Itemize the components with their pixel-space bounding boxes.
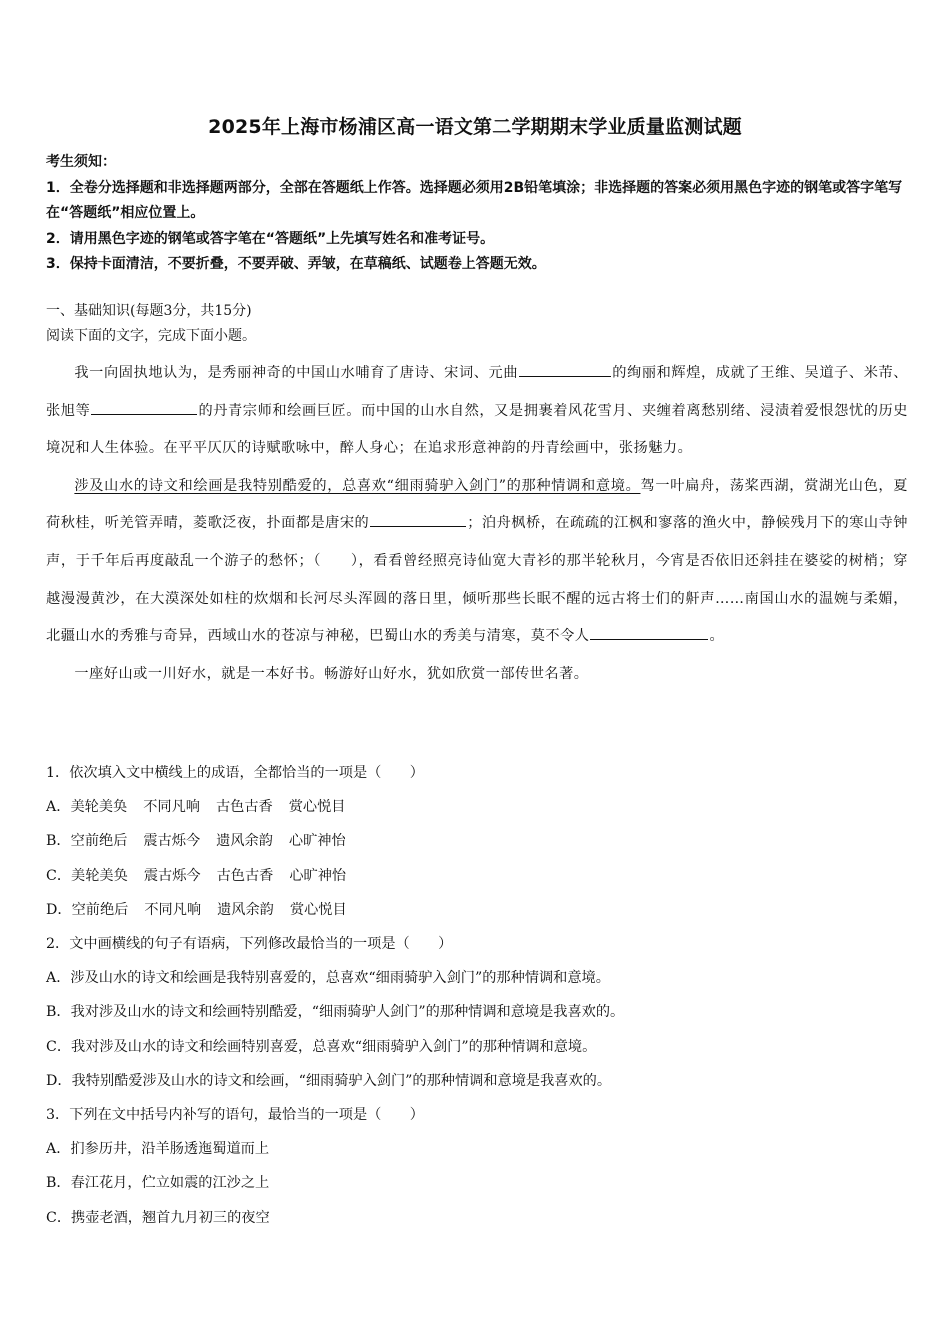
option-word: 美轮美奂 xyxy=(70,799,128,816)
option-word: 空前绝后 xyxy=(70,833,128,850)
section-basics xyxy=(46,299,908,349)
question-3-option-a: A．扪参历井，沿羊肠透迤蜀道而上 xyxy=(46,1141,270,1158)
option-word: 不同凡响 xyxy=(144,901,202,918)
question-1-option-c xyxy=(46,859,908,893)
passage-text: 我一向固执地认为，是秀丽神奇的中国山水哺育了唐诗、宋词、元曲 xyxy=(74,365,519,381)
passage-text: 。 xyxy=(709,628,725,645)
question-1-option-b xyxy=(46,824,908,858)
question-2-option-b: B．我对涉及山水的诗文和绘画特别酷爱，“细雨骑驴人剑门”的那种情调和意境是我喜欢的。 xyxy=(46,1004,625,1021)
passage-paragraph-1 xyxy=(46,355,908,468)
option-label: D． xyxy=(46,901,72,918)
option-word: 古色古香 xyxy=(215,799,273,816)
question-3-stem: 3．下列在文中括号内补写的语句，最恰当的一项是（ ） xyxy=(46,1107,424,1124)
passage-text: 驾一叶扁舟，荡桨西湖，赏湖光山色，夏荷秋桂，听羌管弄晴，菱歌泛夜，扑面都是唐宋的 xyxy=(46,477,908,532)
notice-item-1: 1．全卷分选择题和非选择题两部分，全部在答题纸上作答。选择题必须用2B铅笔填涂；非选择题的答案必须用黑色字迹的钢笔或答字笔写在“答题纸”相应位置上。 xyxy=(46,179,903,221)
candidate-notice xyxy=(46,150,908,278)
passage-paragraph-2 xyxy=(46,468,908,656)
notice-item-3: 3．保持卡面清洁，不要折叠，不要弄破、弄皱，在草稿纸、试题卷上答题无效。 xyxy=(46,256,546,272)
question-3-option-c: C．携壶老酒，翘首九月初三的夜空 xyxy=(46,1209,270,1226)
question-list xyxy=(46,756,908,1235)
notice-heading: 考生须知： xyxy=(46,154,116,170)
option-word: 赏心悦目 xyxy=(288,799,346,816)
option-word: 遗风余韵 xyxy=(217,901,274,918)
option-word: 古色古香 xyxy=(216,867,274,884)
option-word: 心旷神怡 xyxy=(288,833,346,850)
section-instruction: 阅读下面的文字，完成下面小题。 xyxy=(46,328,256,344)
question-1-option-a xyxy=(46,790,908,824)
question-2-option-d: D．我特别酷爱涉及山水的诗文和绘画，“细雨骑驴入剑门”的那种情调和意境是我喜欢的。 xyxy=(46,1072,612,1089)
question-1-option-d xyxy=(46,893,908,927)
option-label: A． xyxy=(46,799,71,816)
question-1-stem: 1．依次填入文中横线上的成语，全都恰当的一项是（ ） xyxy=(46,765,424,781)
fill-blank-4 xyxy=(590,625,708,640)
question-2-stem: 2．文中画横线的句子有语病，下列修改最恰当的一项是（ ） xyxy=(46,936,453,953)
passage-paragraph-3: 一座好山或一川好水，就是一本好书。畅游好山好水，犹如欣赏一部传世名著。 xyxy=(74,665,589,682)
option-word: 赏心悦目 xyxy=(289,901,347,918)
reading-passage xyxy=(46,355,908,693)
option-word: 不同凡响 xyxy=(143,799,200,816)
notice-item-2: 2．请用黑色字迹的钢笔或答字笔在“答题纸”上先填写姓名和准考证号。 xyxy=(46,230,495,247)
fill-blank-3 xyxy=(370,512,466,527)
option-word: 空前绝后 xyxy=(71,901,129,918)
passage-text: 的绚丽和辉煌，成就了王维、吴道子、米芾、张旭等 xyxy=(46,365,908,419)
option-word: 震古烁今 xyxy=(143,833,201,850)
passage-text: 的丹青宗师和绘画巨匠。而中国的山水自然，又是拥裹着风花雪月、夹缠着离愁别绪、浸渍着爱恨怨忧的历史境况和人生体验。在平平仄仄的诗赋歌咏中，醉人身心；在追求形意神韵的丹青绘画中，张扬魅力。 xyxy=(46,402,908,457)
question-3-option-b: B．春江花月，伫立如震的江沙之上 xyxy=(46,1175,270,1192)
fill-blank-2 xyxy=(91,400,197,415)
exam-title: 2025年上海市杨浦区高一语文第二学期期末学业质量监测试题 xyxy=(208,116,742,138)
option-word: 美轮美奂 xyxy=(71,867,128,884)
option-word: 心旷神怡 xyxy=(289,867,347,884)
passage-text: ；泊舟枫桥，在疏疏的江枫和寥落的渔火中，静候残月下的寒山寺钟声，于千年后再度敲乱一个游子的愁怀；（ ），看看曾经照亮诗仙宽大青衫的那半轮秋月，今宵是否依旧还斜挂在婆娑的树梢；穿越漫漫黄沙，在大漠深处如柱的炊烟和长河尽头浑圆的落日里，倾听那些长眠不醒的远古将士们的鼾声……南国山水的温婉与柔媚，北疆山水的秀雅与奇异，西域山水的苍凉与神秘，巴蜀山水的秀美与清寒，莫不令人 xyxy=(46,515,908,645)
underlined-sentence: 涉及山水的诗文和绘画是我特别酷爱的，总喜欢“细雨骑驴入剑门”的那种情调和意境。 xyxy=(74,477,641,494)
option-word: 震古烁今 xyxy=(143,867,201,884)
fill-blank-1 xyxy=(519,362,611,377)
option-word: 遗风余韵 xyxy=(216,833,273,850)
section-heading: 一、基础知识(每题3分，共15分) xyxy=(46,303,252,319)
question-2-option-a: A．涉及山水的诗文和绘画是我特别喜爱的，总喜欢“细雨骑驴入剑门”的那种情调和意境。 xyxy=(46,970,610,987)
option-label: B． xyxy=(46,833,71,850)
question-2-option-c: C．我对涉及山水的诗文和绘画特别喜爱，总喜欢“细雨骑驴入剑门”的那种情调和意境。 xyxy=(46,1038,597,1055)
option-label: C． xyxy=(46,867,72,884)
